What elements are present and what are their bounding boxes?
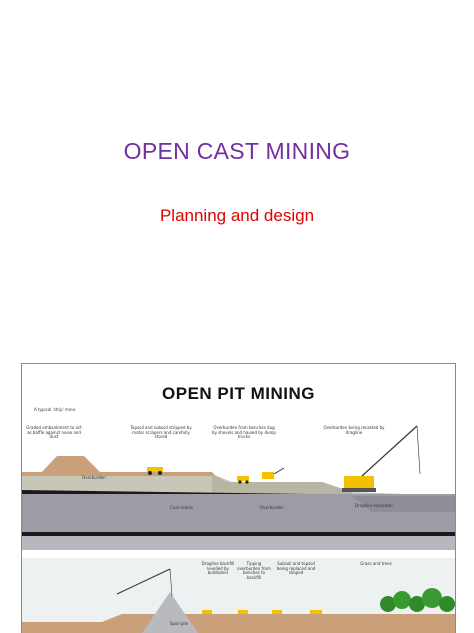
scraper-lower [272,610,282,614]
label-tipping: Tipping overburden from benches to backfill [237,561,271,580]
label-embankment: Graded embankment to act as baffle against noise and dust [26,425,82,440]
coal-seam-lower [22,532,455,536]
mining-cross-section [22,364,455,633]
label-topsoil: Topsoil and subsoil stripped by motor scrapers and carefully stored [130,425,192,440]
label-grass: Grass and trees [360,561,392,566]
label-spoil: Spoil pile [169,621,189,626]
label-dragline-backfill: Dragline backfill levelled by bulldozers [201,561,235,576]
topsoil-scraper [310,610,322,614]
bulldozer [202,610,212,614]
figure-title: OPEN PIT MINING [162,384,315,403]
slide-subtitle: Planning and design [159,206,315,225]
label-overburden-left: Overburden [82,475,106,480]
label-dragline-excavator: Dragline excavator [354,503,394,508]
open-pit-mining-illustration [21,363,456,633]
figure-caption: A typical 'strip' mine. [34,407,77,412]
label-overburden-benches: Overburden from benches dug by shovels and hauled by dump trucks [212,425,276,440]
label-subsoil: Subsoil and topsoil being replaced and shaped [276,561,316,576]
label-overburden-mid: Overburden [260,505,284,510]
tipping-truck [238,610,248,614]
label-dragline-recast: Overburden being recasted by dragline [323,425,385,435]
slide-title: OPEN CAST MINING [123,138,351,164]
deep-layer [22,536,455,550]
label-coal-seams: Coal seams [170,505,194,510]
